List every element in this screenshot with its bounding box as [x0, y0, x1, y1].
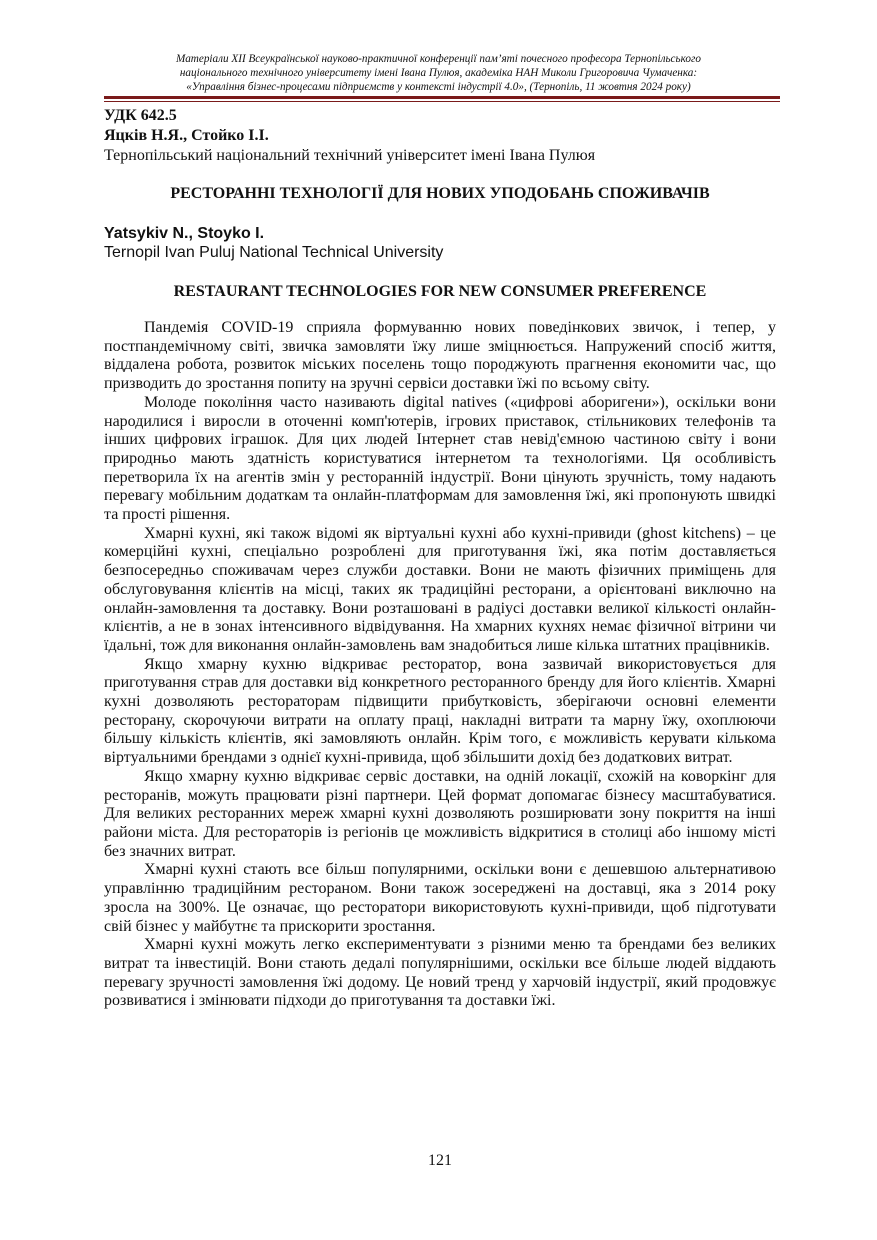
- header-line: «Управління бізнес-процесами підприємств у контексті індустрії 4.0», (Тернопіль, 11 жовтня 2024 року): [186, 81, 691, 93]
- header-rule-thick: [104, 96, 780, 99]
- title-en: RESTAURANT TECHNOLOGIES FOR NEW CONSUMER PREFERENCE: [173, 283, 707, 300]
- authors-ua: Яцків Н.Я., Стойко І.І.: [104, 127, 269, 144]
- article-body: [104, 319, 776, 1011]
- body-paragraph: Хмарні кухні, які також відомі як віртуальні кухні або кухні-привиди (ghost kitchens) – це комерційні кухні, спеціально розроблені для приготування їжі, яка потім доставляється безпосередньо споживачам через служби доставки. Вони не мають фізичних приміщень для обслуговування клієнтів на місці, таких як традиційні ресторани, а орієнтовані виключно на онлайн-замовлення та доставку. Вони розташовані в радіусі доставки великої кількості онлайн-клієнтів, а не в зонах інтенсивного відвідування. На хмарних кухнях немає фізичної вітрини чи їдальні, тож для виконання онлайн-замовлень вам знадобиться лише кілька штатних працівників.: [104, 524, 776, 654]
- header-rule-thin: [104, 101, 780, 102]
- body-paragraph: Пандемія COVID-19 сприяла формуванню нових поведінкових звичок, і тепер, у постпандемічному світі, звичка замовляти їжу лише зміцнюється. Напружений спосіб життя, віддалена робота, розвиток міських поселень тощо породжують прагнення економити час, що призводить до зростання попиту на зручні сервіси доставки їжі по всьому світу.: [104, 319, 776, 393]
- title-ua: РЕСТОРАННІ ТЕХНОЛОГІЇ ДЛЯ НОВИХ УПОДОБАНЬ СПОЖИВАЧІВ: [170, 185, 710, 202]
- body-paragraph: Якщо хмарну кухню відкриває ресторатор, вона зазвичай використовується для приготування страв для доставки від конкретного ресторанного бренду для його клієнтів. Хмарні кухні дозволяють рестораторам підвищити прибутковість, зберігаючи основні елементи ресторану, скорочуючи витрати на оплату праці, накладні витрати та марну їжу, охоплюючи більшу кількість клієнтів, які замовляють онлайн. Крім того, є можливість керувати кількома віртуальними брендами з однієї кухні-привида, щоб збільшити дохід без додаткових витрат.: [104, 655, 776, 767]
- header-line: національного технічного університету імені Івана Пулюя, академіка НАН Миколи Григоровича Чумаченка:: [179, 67, 698, 79]
- body-paragraph: Якщо хмарну кухню відкриває сервіс доставки, на одній локації, схожій на коворкінг для ресторанів, можуть працювати різні партнери. Цей формат допомагає бізнесу масштабуватися. Для великих ресторанних мереж хмарні кухні дозволяють розширювати зону покриття на інші райони міста. Для рестораторів із регіонів це можливість відкритися в столиці або іншому місті без значних витрат.: [104, 767, 776, 860]
- body-paragraph: Молоде покоління часто називають digital natives («цифрові аборигени»), оскільки вони народилися і виросли в оточенні комп'ютерів, ігрових приставок, стільникових телефонів та інших цифрових іграшок. Для цих людей Інтернет став невід'ємною частиною світу і вони природньо мають здатність користуватися інтернетом та технологіями. Ця особливість перетворила їх на агентів змін у ресторанній індустрії. Вони цінують зручність, тому надають перевагу мобільним додаткам та онлайн-платформам для замовлення їжі, які пропонують швидкі та прості рішення.: [104, 393, 776, 524]
- body-paragraph: Хмарні кухні можуть легко експериментувати з різними меню та брендами без великих витрат та інвестицій. Вони стають дедалі популярнішими, оскільки все більше людей віддають перевагу зручності замовлення їжі додому. Це новий тренд у харчовій індустрії, який продовжує розвиватися і змінювати підходи до приготування та доставки їжі.: [104, 936, 776, 1010]
- udc-code: УДК 642.5: [104, 107, 177, 124]
- page-number: 121: [428, 1152, 452, 1169]
- authors-en: Yatsykiv N., Stoyko I.: [104, 225, 265, 242]
- running-header: [96, 52, 781, 94]
- body-paragraph: Хмарні кухні стають все більш популярними, оскільки вони є дешевшою альтернативою управлінню традиційним рестораном. Вони також зосереджені на доставці, яка з 2014 року зросла на 300%. Це означає, що ресторатори використовують кухні-привиди, щоб підготувати свій бізнес у майбутнє та прискорити зростання.: [104, 861, 776, 935]
- header-line: Матеріали XII Всеукраїнської науково-практичної конференції пам’яті почесного професора Тернопільського: [176, 53, 701, 65]
- affiliation-ua: Тернопільський національний технічний університет імені Івана Пулюя: [104, 147, 596, 164]
- affiliation-en: Ternopil Ivan Puluj National Technical University: [104, 244, 444, 261]
